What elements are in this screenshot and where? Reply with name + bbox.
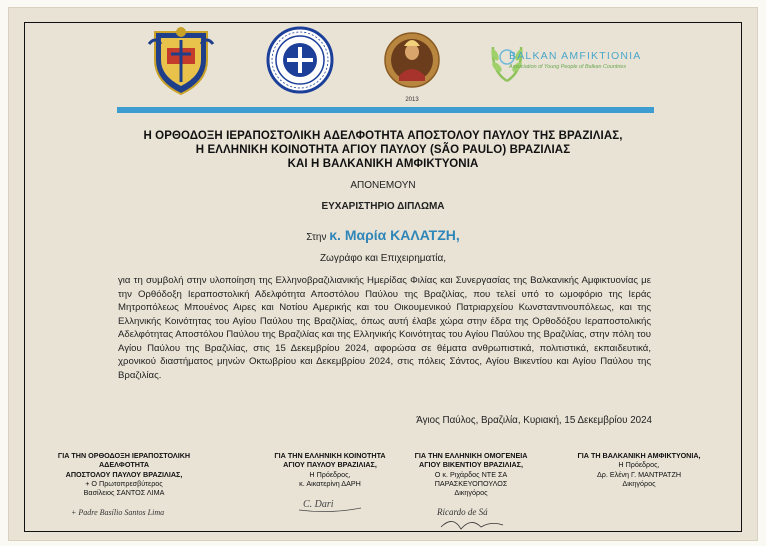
signature-mark bbox=[431, 501, 511, 535]
svg-text:+ Padre Basílio Santos Lima: + Padre Basílio Santos Lima bbox=[71, 508, 165, 518]
signatory-mission bbox=[44, 451, 204, 521]
signatory-org-line: ΑΠΟΣΤΟΛΟΥ ΠΑΥΛΟΥ ΒΡΑΖΙΛΙΑΣ, bbox=[65, 469, 183, 479]
signature-mark bbox=[69, 501, 179, 521]
citation-text: για τη συμβολή στην υλοποίηση της Ελληνοβραζιλιανικής Ημερίδας Φιλίας και Συνεργασίας της Βαλκανικής Αμφικτυονίας με την Ορθόδοξη Ιεραποστολική Αδελφότητα Αποστόλου Παύλου της Βραζιλίας, που τελεί υπό το ωμοφόριο της Ιεράς Μητροπόλεως Μπουένος Αιρες και Νοτίου Αμερικής και του Οικουμενικού Πατριαρχείου Κωνσταντινουπόλεως, και της Ελληνικής Κοινότητας του Αγίου Παύλου της Βραζιλίας, όπως αυτή έλαβε χώρα στην έδρα της Ορθοδόξου Ιεραποστολικής Αδελφότητας Αποστόλου Παύλου της Βραζιλίας και της Ελληνικής Κοινότητας του Αγίου Παύλου της Βραζιλίας, στην πόλη του Αγίου Παύλου της Βραζιλίας, στις 15 Δεκεμβρίου 2024, αφορώσα σε θέματα ανθρωπιστικά, πολιτιστικά, εκπαιδευτικά, χρονικού διαστήματος μηνών Οκτωβρίου και Δεκεμβρίου 2024, στις πόλεις Σάντος, Αγίου Βικεντίου και Αγίου Παύλου της Βραζιλίας. bbox=[118, 275, 651, 381]
recipient-line bbox=[60, 227, 706, 243]
signatory-name: Βασίλειος ΣΑΝΤΟΣ ΛΙΜΑ bbox=[83, 488, 165, 498]
apone-label: ΑΠΟΝΕΜΟΥΝ bbox=[350, 180, 416, 191]
title-line-1: Η ΟΡΘΟΔΟΞΗ ΙΕΡΑΠΟΣΤΟΛΙΚΗ ΑΔΕΛΦΟΤΗΤΑ ΑΠΟΣΤΟΛΟΥ ΠΑΥΛΟΥ ΤΗΣ ΒΡΑΖΙΛΙΑΣ, bbox=[143, 130, 623, 142]
svg-text:Ricardo de Sá: Ricardo de Sá bbox=[437, 507, 488, 518]
signature-mark bbox=[295, 492, 365, 514]
signatory-role: Η Πρόεδρος, bbox=[309, 469, 351, 479]
signatory-extra: Δικηγόρος bbox=[622, 478, 656, 488]
signatory-role: Η Πρόεδρος, bbox=[618, 460, 660, 470]
dateline: Άγιος Παύλος, Βραζιλία, Κυριακή, 15 Δεκεμβρίου 2024 bbox=[416, 415, 652, 426]
signatory-org-line: ΓΙΑ ΤΗΝ ΕΛΛΗΝΙΚΗ ΟΜΟΓΕΝΕΙΑ bbox=[414, 451, 528, 460]
signatory-name: κ. Αικατερίνη ΔΑΡΗ bbox=[299, 478, 361, 488]
signatory-diaspora bbox=[398, 451, 544, 535]
signatory-balkan bbox=[566, 451, 712, 488]
signatory-org-line: ΓΙΑ ΤΗΝ ΕΛΛΗΝΙΚΗ ΚΟΙΝΟΤΗΤΑ bbox=[274, 451, 386, 460]
recipient-name: κ. Μαρία ΚΑΛΑΤΖΗ, bbox=[329, 227, 460, 243]
balkan-logo-name: BALKAN AMFIKTIONIA bbox=[509, 50, 642, 62]
recipient-profession: Ζωγράφο και Επιχειρηματία, bbox=[319, 253, 447, 264]
signatory-community bbox=[266, 451, 394, 514]
signatory-org-line: ΑΓΙΟΥ ΒΙΚΕΝΤΙΟΥ ΒΡΑΖΙΛΙΑΣ, bbox=[419, 460, 523, 470]
mission-crest-logo bbox=[147, 24, 215, 96]
svg-text:2013: 2013 bbox=[405, 97, 419, 103]
title-line-3: ΚΑΙ Η ΒΑΛΚΑΝΙΚΗ ΑΜΦΙΚΤΥΟΝΙΑ bbox=[287, 158, 479, 170]
saint-portrait-medallion bbox=[382, 24, 442, 104]
signatory-name: Δρ. Ελένη Γ. ΜΑΝΤΡΑΤΖΗ bbox=[596, 469, 682, 479]
signatory-org-line: ΑΓΙΟΥ ΠΑΥΛΟΥ ΒΡΑΖΙΛΙΑΣ, bbox=[283, 460, 377, 470]
title-line-2: Η ΕΛΛΗΝΙΚΗ ΚΟΙΝΟΤΗΤΑ ΑΓΙΟΥ ΠΑΥΛΟΥ (SÃO PAULO) ΒΡΑΖΙΛΙΑΣ bbox=[195, 144, 571, 156]
balkan-amfiktionia-logo bbox=[487, 37, 657, 87]
signatory-name: Δικηγόρος bbox=[454, 488, 488, 498]
community-seal-logo bbox=[266, 26, 334, 94]
balkan-logo-subtitle: Association of Young People of Balkan Countries bbox=[509, 64, 627, 70]
diploma-label: ΕΥΧΑΡΙΣΤΗΡΙΟ ΔΙΠΛΩΜΑ bbox=[321, 201, 445, 212]
svg-text:C. Dari: C. Dari bbox=[303, 499, 334, 511]
logo-row bbox=[0, 10, 766, 105]
signatory-role: + Ο Πρωτοπρεσβύτερος bbox=[85, 478, 163, 488]
blue-divider-bar bbox=[117, 107, 654, 113]
signatory-org-line: ΓΙΑ ΤΗ ΒΑΛΚΑΝΙΚΗ ΑΜΦΙΚΤΥΟΝΙΑ, bbox=[577, 451, 701, 460]
signatory-role: Ο κ. Ριχάρδος ΝΤΕ ΣΑ ΠΑΡΑΣΚΕΥΟΠΟΥΛΟΣ bbox=[434, 469, 508, 488]
signatory-org-line: ΓΙΑ ΤΗΝ ΟΡΘΟΔΟΞΗ ΙΕΡΑΠΟΣΤΟΛΙΚΗ ΑΔΕΛΦΟΤΗΤΑ bbox=[57, 451, 191, 470]
recipient-prefix: Στην bbox=[306, 232, 327, 243]
